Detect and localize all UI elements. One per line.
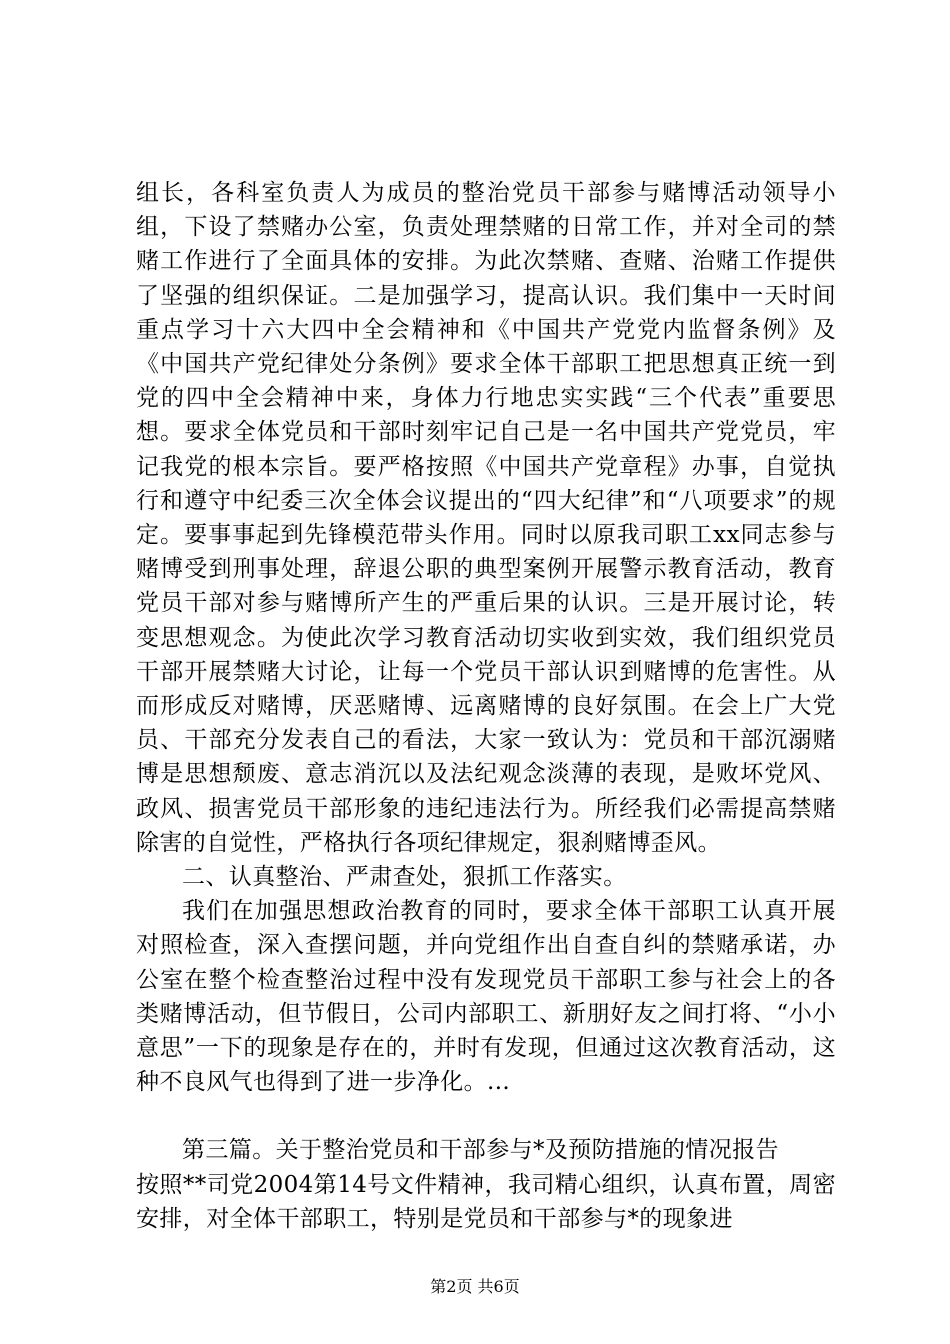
article-title: 第三篇。关于整治党员和干部参与*及预防措施的情况报告 [182,1137,779,1164]
page-number: 第2页 共6页 [430,1277,520,1296]
document-body [136,176,836,1236]
page-footer [0,1277,950,1297]
body-paragraph: 组长，各科室负责人为成员的整治党员干部参与赌博活动领导小组，下设了禁赌办公室，负责处理禁赌的日常工作，并对全司的禁赌工作进行了全面具体的安排。为此次禁赌、查赌、治赌工作提供了坚强的组织保证。二是加强学习，提高认识。我们集中一天时间重点学习十六大四中全会精神和《中国共产党党内监督条例》及《中国共产党纪律处分条例》要求全体干部职工把思想真正统一到党的四中全会精神中来，身体力行地忠实实践“三个代表”重要思想。要求全体党员和干部时刻牢记自己是一名中国共产党党员，牢记我党的根本宗旨。要严格按照《中国共产党章程》办事，自觉执行和遵守中纪委三次全体会议提出的“四大纪律”和“八项要求”的规定。要事事起到先锋模范带头作用。同时以原我司职工xx同志参与赌博受到刑事处理，辞退公职的典型案例开展警示教育活动，教育党员干部对参与赌博所产生的严重后果的认识。三是开展讨论，转变思想观念。为使此次学习教育活动切实收到实效，我们组织党员干部开展禁赌大讨论，让每一个党员干部认识到赌博的危害性。从而形成反对赌博，厌恶赌博、远离赌博的良好氛围。在会上广大党员、干部充分发表自己的看法，大家一致认为：党员和干部沉溺赌博是思想颓废、意志消沉以及法纪观念淡薄的表现，是败坏党风、政风、损害党员干部形象的违纪违法行为。所经我们必需提高禁赌除害的自觉性，严格执行各项纪律规定，狠刹赌博歪风。 [136,180,836,856]
paragraph-gap [136,1099,836,1133]
body-paragraph: 按照**司党2004第14号文件精神，我司精心组织，认真布置，周密安排，对全体干部职工，特别是党员和干部参与*的现象进 [136,1171,836,1232]
section-heading: 二、认真整治、严肃查处，狠抓工作落实。 [182,864,627,891]
body-paragraph: 我们在加强思想政治教育的同时，要求全体干部职工认真开展对照检查，深入查摆问题，并向党组作出自查自纠的禁赌承诺，办公室在整个检查整治过程中没有发现党员干部职工参与社会上的各类赌博活动，但节假日，公司内部职工、新朋好友之间打将、“小小意思”一下的现象是存在的，并时有发现，但通过这次教育活动，这种不良风气也得到了进一步净化。... [136,898,836,1096]
